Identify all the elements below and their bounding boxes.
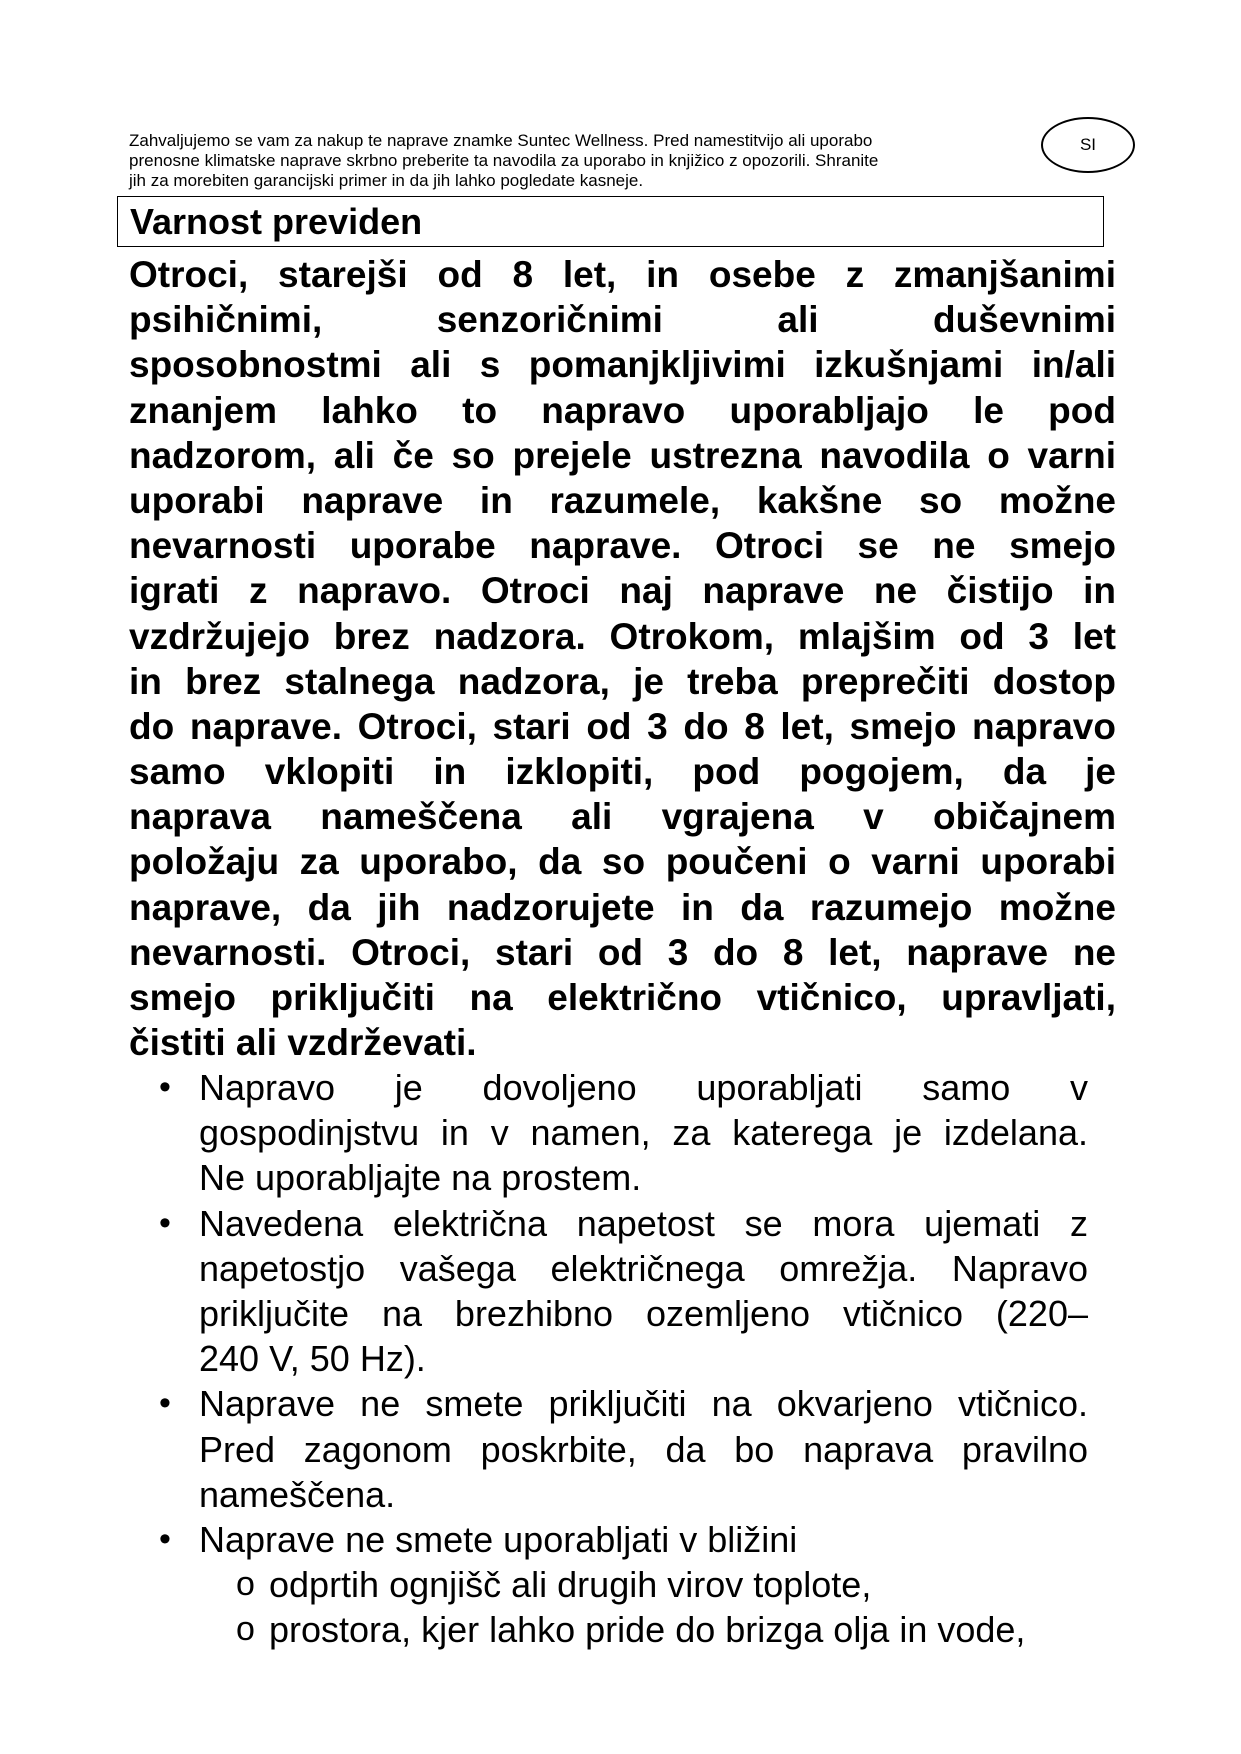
bullet-item xyxy=(159,1517,1088,1562)
intro-line: prenosne klimatske naprave skrbno preberite ta navodila za uporabo in knjižico z opozorili. Shranite xyxy=(129,151,879,170)
intro-line: Zahvaljujemo se vam za nakup te naprave znamke Suntec Wellness. Pred namestitvijo ali uporabo xyxy=(129,131,873,150)
section-heading-box xyxy=(117,196,1104,247)
warning-line: igrati z napravo. Otroci naj naprave ne čistijo in xyxy=(129,570,1116,612)
bullet-item xyxy=(159,1381,1088,1517)
sub-bullet-marker: o xyxy=(236,1565,255,1604)
warning-line: znanjem lahko to napravo uporabljajo le pod xyxy=(129,389,1116,431)
warning-line: do naprave. Otroci, stari od 3 do 8 let, smejo napravo xyxy=(129,705,1116,747)
bullet-line: napetostjo vašega električnega omrežja. Napravo xyxy=(199,1247,1088,1289)
section-title: Varnost previden xyxy=(130,201,423,242)
bullet-line: Napravo je dovoljeno uporabljati samo v xyxy=(199,1067,1088,1108)
bullet-marker: • xyxy=(159,1384,171,1423)
bullet-marker: • xyxy=(159,1519,171,1558)
bullet-line: Ne uporabljajte na prostem. xyxy=(199,1157,642,1199)
bullet-marker: • xyxy=(159,1203,171,1242)
bullet-line: nameščena. xyxy=(199,1473,396,1515)
language-badge: SI xyxy=(1041,117,1135,173)
sub-bullet-line: odprtih ognjišč ali drugih virov toplote, xyxy=(269,1564,872,1606)
bullet-line: gospodinjstvu in v namen, za katerega je izdelana. xyxy=(199,1112,1088,1154)
safety-bullet-list xyxy=(0,1065,1241,1652)
safety-warning-paragraph xyxy=(129,252,1116,1065)
warning-line: Otroci, starejši od 8 let, in osebe z zmanjšanimi xyxy=(129,254,1116,295)
warning-line: naprava nameščena ali vgrajena v običajnem xyxy=(129,796,1116,838)
warning-line: in brez stalnega nadzora, je treba preprečiti dostop xyxy=(129,660,1116,702)
bullet-marker: • xyxy=(159,1068,171,1106)
sub-bullet-item xyxy=(236,1607,1169,1652)
warning-line: nevarnosti uporabe naprave. Otroci se ne smejo xyxy=(129,525,1116,567)
warning-line: nadzorom, ali če so prejele ustrezna navodila o varni xyxy=(129,434,1116,476)
bullet-item xyxy=(159,1201,1088,1382)
intro-line: jih za morebiten garancijski primer in da jih lahko pogledate kasneje. xyxy=(129,171,644,190)
warning-line: čistiti ali vzdrževati. xyxy=(129,1022,477,1064)
bullet-item xyxy=(159,1065,1088,1201)
warning-line: položaju za uporabo, da so poučeni o varni uporabi xyxy=(129,841,1116,883)
bullet-line: Pred zagonom poskrbite, da bo naprava pravilno xyxy=(199,1428,1088,1470)
intro-paragraph xyxy=(129,131,1009,191)
warning-line: uporabi naprave in razumele, kakšne so možne xyxy=(129,479,1116,521)
bullet-line: Naprave ne smete priključiti na okvarjeno vtičnico. xyxy=(199,1383,1088,1425)
bullet-line: priključite na brezhibno ozemljeno vtičnico (220– xyxy=(199,1292,1088,1334)
bullet-line: 240 V, 50 Hz). xyxy=(199,1338,426,1380)
warning-line: sposobnostmi ali s pomanjkljivimi izkušnjami in/ali xyxy=(129,344,1116,386)
warning-line: naprave, da jih nadzorujete in da razumejo možne xyxy=(129,886,1116,928)
warning-line: psihičnimi, senzoričnimi ali duševnimi xyxy=(129,299,1116,341)
sub-bullet-marker: o xyxy=(236,1610,255,1649)
warning-line: smejo priključiti na električno vtičnico, upravljati, xyxy=(129,977,1116,1018)
warning-line: samo vklopiti in izklopiti, pod pogojem, da je xyxy=(129,751,1116,793)
warning-line: nevarnosti. Otroci, stari od 3 do 8 let, naprave ne xyxy=(129,931,1116,973)
sub-bullet-item xyxy=(236,1562,1169,1607)
warning-line: vzdržujejo brez nadzora. Otrokom, mlajšim od 3 let xyxy=(129,615,1116,657)
bullet-line: Naprave ne smete uporabljati v bližini xyxy=(199,1518,798,1560)
sub-bullet-line: prostora, kjer lahko pride do brizga olja in vode, xyxy=(269,1609,1026,1651)
bullet-line: Navedena električna napetost se mora ujemati z xyxy=(199,1202,1088,1244)
